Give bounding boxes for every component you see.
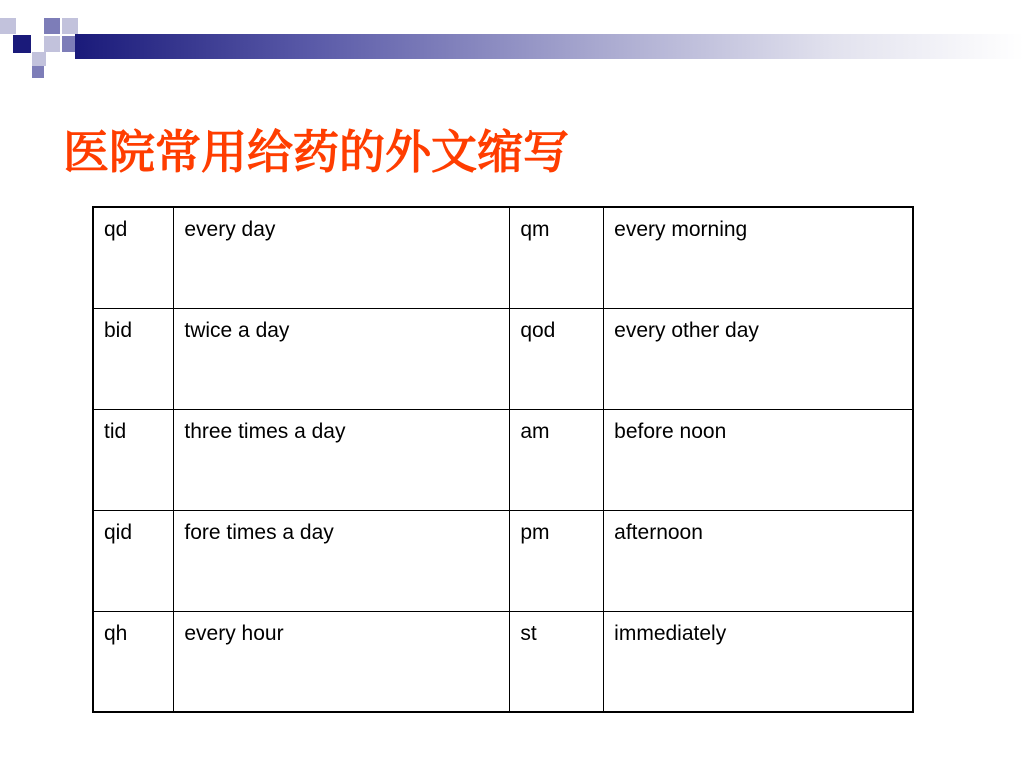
deco-square <box>0 18 16 34</box>
meaning-cell: before noon <box>604 409 913 510</box>
deco-square <box>62 18 78 34</box>
deco-square <box>32 66 44 78</box>
deco-square <box>44 36 60 52</box>
meaning-cell: every other day <box>604 308 913 409</box>
deco-square <box>62 36 75 52</box>
meaning-cell: fore times a day <box>174 510 510 611</box>
meaning-cell: afternoon <box>604 510 913 611</box>
meaning-cell: twice a day <box>174 308 510 409</box>
meaning-cell: three times a day <box>174 409 510 510</box>
table-row <box>93 611 913 712</box>
slide-title: 医院常用给药的外文缩写 <box>63 125 569 179</box>
abbreviation-table <box>92 206 914 713</box>
deco-square <box>32 52 46 66</box>
abbr-cell: qid <box>93 510 174 611</box>
deco-square <box>44 18 60 34</box>
abbr-cell: qod <box>510 308 604 409</box>
abbr-cell: st <box>510 611 604 712</box>
table-row <box>93 510 913 611</box>
deco-square <box>13 35 31 53</box>
abbr-cell: qm <box>510 207 604 308</box>
meaning-cell: every morning <box>604 207 913 308</box>
abbr-cell: pm <box>510 510 604 611</box>
meaning-cell: immediately <box>604 611 913 712</box>
header-gradient-bar <box>75 34 1024 59</box>
meaning-cell: every day <box>174 207 510 308</box>
abbr-cell: bid <box>93 308 174 409</box>
table-row <box>93 308 913 409</box>
abbr-cell: qd <box>93 207 174 308</box>
meaning-cell: every hour <box>174 611 510 712</box>
table-row <box>93 409 913 510</box>
abbr-cell: qh <box>93 611 174 712</box>
abbr-cell: am <box>510 409 604 510</box>
abbr-cell: tid <box>93 409 174 510</box>
table-row <box>93 207 913 308</box>
